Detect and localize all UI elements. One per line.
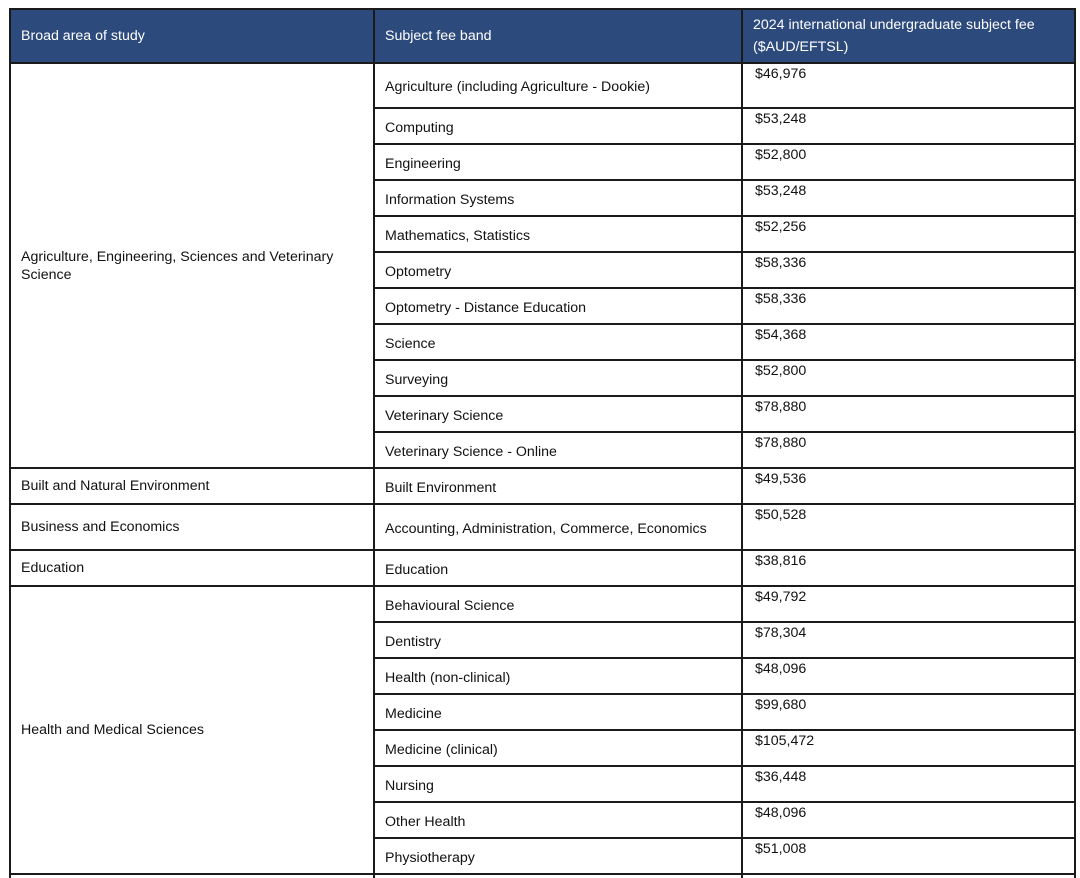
continued-cell (742, 874, 1075, 878)
subject-fee-band-cell: Science (374, 324, 742, 360)
subject-fee-band-cell: Mathematics, Statistics (374, 216, 742, 252)
fee-cell: $49,536 (742, 468, 1075, 504)
continued-cell (10, 874, 374, 878)
table-row (10, 504, 1075, 550)
fee-cell: $52,800 (742, 144, 1075, 180)
header-fee (742, 9, 1075, 63)
fee-cell: $49,792 (742, 586, 1075, 622)
subject-fee-band-cell: Information Systems (374, 180, 742, 216)
fee-cell: $52,800 (742, 360, 1075, 396)
header-broad-area: Broad area of study (10, 9, 374, 63)
subject-fee-band-cell: Accounting, Administration, Commerce, Economics (374, 504, 742, 550)
fee-cell: $105,472 (742, 730, 1075, 766)
table-row (10, 586, 1075, 622)
fee-cell: $58,336 (742, 288, 1075, 324)
fee-cell: $48,096 (742, 802, 1075, 838)
broad-area-cell: Built and Natural Environment (10, 468, 374, 504)
subject-fee-band-cell: Nursing (374, 766, 742, 802)
subject-fee-band-cell: Veterinary Science (374, 396, 742, 432)
fee-cell: $50,528 (742, 504, 1075, 550)
table-row (10, 550, 1075, 586)
subject-fee-band-cell: Medicine (clinical) (374, 730, 742, 766)
subject-fee-band-cell: Education (374, 550, 742, 586)
table-row (10, 468, 1075, 504)
fee-cell: $78,880 (742, 432, 1075, 468)
subject-fee-band-cell: Optometry (374, 252, 742, 288)
broad-area-cell: Business and Economics (10, 504, 374, 550)
subject-fee-band-cell: Behavioural Science (374, 586, 742, 622)
fee-cell: $38,816 (742, 550, 1075, 586)
fee-cell: $53,248 (742, 180, 1075, 216)
subject-fee-band-cell: Health (non-clinical) (374, 658, 742, 694)
subject-fee-band-cell: Other Health (374, 802, 742, 838)
broad-area-cell: Education (10, 550, 374, 586)
subject-fee-band-cell: Surveying (374, 360, 742, 396)
subject-fee-band-cell: Medicine (374, 694, 742, 730)
fee-cell: $78,880 (742, 396, 1075, 432)
fee-cell: $48,096 (742, 658, 1075, 694)
table-row (10, 63, 1075, 108)
subject-fee-band-cell: Computing (374, 108, 742, 144)
fee-cell: $52,256 (742, 216, 1075, 252)
fee-cell: $36,448 (742, 766, 1075, 802)
fee-cell: $46,976 (742, 63, 1075, 108)
header-row (10, 9, 1075, 63)
fee-cell: $51,008 (742, 838, 1075, 874)
fee-cell: $58,336 (742, 252, 1075, 288)
table-header (10, 9, 1075, 63)
subject-fee-band-cell: Agriculture (including Agriculture - Dookie) (374, 63, 742, 108)
header-fee-line1: 2024 international undergraduate subject fee (753, 17, 1035, 33)
broad-area-cell: Health and Medical Sciences (10, 586, 374, 874)
table-body (10, 63, 1075, 878)
fee-cell: $53,248 (742, 108, 1075, 144)
fee-table (9, 8, 1076, 878)
header-subject-fee-band: Subject fee band (374, 9, 742, 63)
fee-cell: $78,304 (742, 622, 1075, 658)
fee-cell: $99,680 (742, 694, 1075, 730)
continued-cell (374, 874, 742, 878)
fee-cell: $54,368 (742, 324, 1075, 360)
subject-fee-band-cell: Engineering (374, 144, 742, 180)
table-row-continued (10, 874, 1075, 878)
subject-fee-band-cell: Dentistry (374, 622, 742, 658)
subject-fee-band-cell: Veterinary Science - Online (374, 432, 742, 468)
broad-area-cell: Agriculture, Engineering, Sciences and Veterinary Science (10, 63, 374, 468)
subject-fee-band-cell: Built Environment (374, 468, 742, 504)
header-fee-line2: ($AUD/EFTSL) (753, 39, 849, 55)
subject-fee-band-cell: Optometry - Distance Education (374, 288, 742, 324)
subject-fee-band-cell: Physiotherapy (374, 838, 742, 874)
